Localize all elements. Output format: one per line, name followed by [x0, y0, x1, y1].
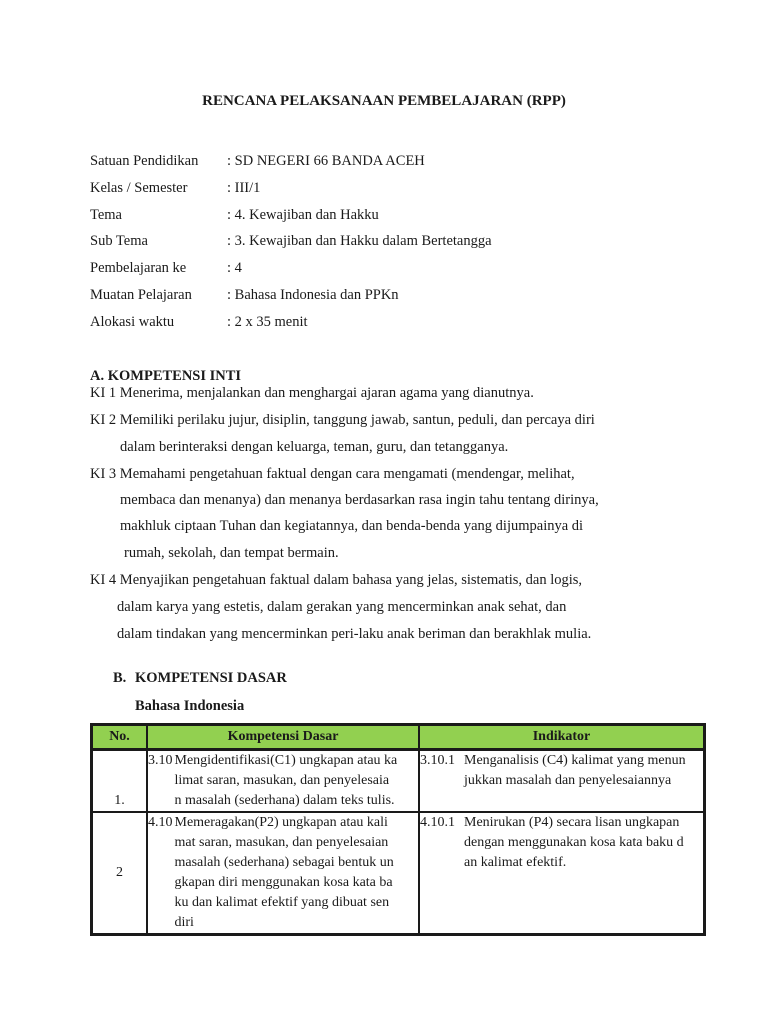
kd-line: Memeragakan(P2) ungkapan atau kali — [174, 815, 388, 830]
ki-line: KI 4 Menyajikan pengetahuan faktual dalam bahasa yang jelas, sistematis, dan logis, — [90, 572, 583, 588]
kd-cell — [147, 812, 419, 934]
column-header-indikator: Indikator — [419, 725, 704, 750]
table-row — [92, 812, 704, 934]
indikator-line: jukkan masalah dan penyelesaiannya — [464, 773, 672, 788]
ki-line: makhluk ciptaan Tuhan dan kegiatannya, dan benda-benda yang dijumpainya di — [120, 518, 584, 534]
column-header-kompetensi: Kompetensi Dasar — [147, 725, 419, 750]
ki-line: KI 3 Memahami pengetahuan faktual dengan cara mengamati (mendengar, melihat, — [90, 466, 575, 482]
row-number: 1. — [92, 750, 147, 812]
kd-line: Mengidentifikasi(C1) ungkapan atau ka — [174, 753, 398, 768]
identity-label: Sub Tema — [90, 233, 148, 249]
kd-line: n masalah (sederhana) dalam teks tulis. — [174, 793, 395, 808]
identity-value: : III/1 — [227, 180, 261, 196]
kd-line: gkapan diri menggunakan kosa kata ba — [174, 875, 393, 890]
column-header-no: No. — [92, 725, 147, 750]
table-row — [92, 750, 704, 812]
row-number: 2 — [92, 812, 147, 934]
kd-line: ku dan kalimat efektif yang dibuat sen — [174, 895, 390, 910]
identity-value: : SD NEGERI 66 BANDA ACEH — [227, 153, 425, 169]
section-a-heading: A. KOMPETENSI INTI — [90, 368, 242, 384]
identity-label: Alokasi waktu — [90, 314, 175, 330]
identity-value: : 3. Kewajiban dan Hakku dalam Bertetangga — [227, 233, 492, 249]
identity-value: : 2 x 35 menit — [227, 314, 308, 330]
identity-label: Tema — [90, 207, 122, 223]
kd-line: diri — [174, 915, 194, 930]
section-b-heading: KOMPETENSI DASAR — [135, 670, 287, 686]
identity-value: : 4 — [227, 260, 242, 276]
kd-code: 4.10 — [148, 815, 173, 830]
identity-label: Kelas / Semester — [90, 180, 188, 196]
kd-cell — [147, 750, 419, 812]
ki-line: dalam karya yang estetis, dalam gerakan yang mencerminkan anak sehat, dan — [117, 599, 567, 615]
kd-line: mat saran, masukan, dan penyelesaian — [174, 835, 389, 850]
identity-label: Muatan Pelajaran — [90, 287, 192, 303]
subject-heading: Bahasa Indonesia — [135, 698, 245, 714]
ki-line: KI 1 Menerima, menjalankan dan menghargai ajaran agama yang dianutnya. — [90, 385, 534, 401]
kompetensi-dasar-table — [90, 723, 706, 936]
indikator-line: an kalimat efektif. — [464, 855, 567, 870]
identity-label: Pembelajaran ke — [90, 260, 187, 276]
identity-value: : Bahasa Indonesia dan PPKn — [227, 287, 399, 303]
indikator-line: Menganalisis (C4) kalimat yang menun — [464, 753, 686, 768]
document-title: RENCANA PELAKSANAAN PEMBELAJARAN (RPP) — [202, 93, 566, 109]
kd-code: 3.10 — [148, 753, 173, 768]
indikator-cell — [419, 750, 704, 812]
table-header-row — [92, 725, 704, 750]
kd-line: masalah (sederhana) sebagai bentuk un — [174, 855, 394, 870]
ki-line: dalam tindakan yang mencerminkan peri-laku anak beriman dan berakhlak mulia. — [117, 626, 592, 642]
indikator-line: dengan menggunakan kosa kata baku d — [464, 835, 684, 850]
identity-value: : 4. Kewajiban dan Hakku — [227, 207, 379, 223]
kd-line: limat saran, masukan, dan penyelesaia — [174, 773, 390, 788]
ki-line: rumah, sekolah, dan tempat bermain. — [124, 545, 339, 561]
ki-line: dalam berinteraksi dengan keluarga, teman, guru, dan tetangganya. — [120, 439, 509, 455]
indikator-code: 4.10.1 — [420, 815, 455, 830]
indikator-cell — [419, 812, 704, 934]
section-b-letter: B. — [113, 670, 127, 686]
indikator-line: Menirukan (P4) secara lisan ungkapan — [464, 815, 680, 830]
indikator-code: 3.10.1 — [420, 753, 455, 768]
ki-line: membaca dan menanya) dan menanya berdasarkan rasa ingin tahu tentang dirinya, — [120, 492, 599, 508]
ki-line: KI 2 Memiliki perilaku jujur, disiplin, tanggung jawab, santun, peduli, dan percaya diri — [90, 412, 595, 428]
identity-label: Satuan Pendidikan — [90, 153, 199, 169]
